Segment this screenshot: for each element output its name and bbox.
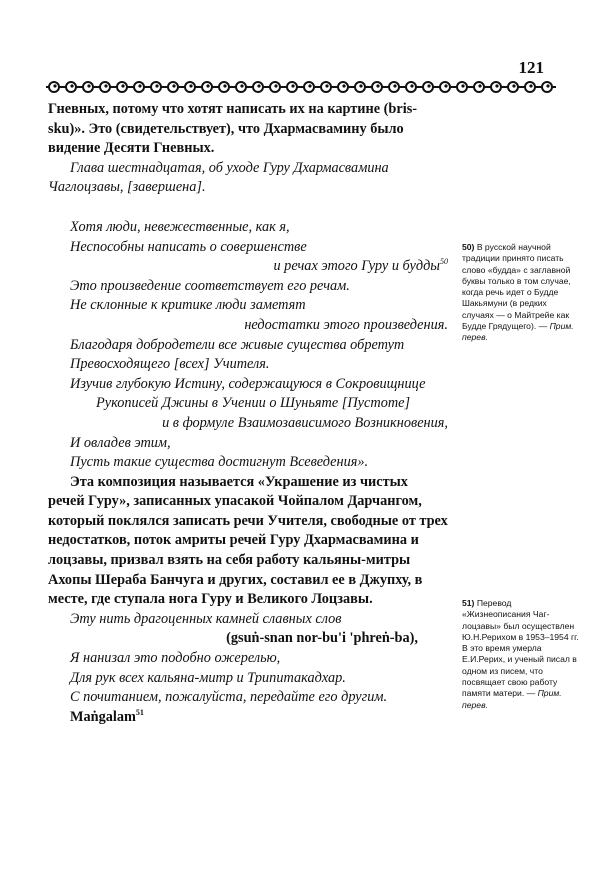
- verse-line: С почитанием, пожалуйста, передайте его другим.: [70, 689, 388, 706]
- ornament-dot: [53, 84, 56, 87]
- chapter-end-note: Глава шестнадцатая, об уходе Гуру Дхармасвамина Чаглоцзавы, [завершена].: [48, 159, 389, 196]
- footnote-51-number: 51): [462, 598, 475, 608]
- ornament-dot: [342, 84, 345, 87]
- ornament-dot: [427, 84, 430, 87]
- ornament-dot: [172, 84, 175, 87]
- ornament-dot: [206, 84, 209, 87]
- ornament-dot: [274, 84, 277, 87]
- ornament-dot: [138, 84, 141, 87]
- verse-line: и речах этого Гуру и будды$^{50}$: [273, 257, 448, 275]
- ornament-dot: [376, 84, 379, 87]
- ornament-dot: [461, 84, 464, 87]
- ornament-dot: [512, 84, 515, 87]
- ornament-dot: [240, 84, 243, 87]
- footnote-51: [462, 598, 580, 711]
- verse-line: Maṅgalam$^{51}$: [70, 708, 144, 725]
- ornament-dot: [87, 84, 90, 87]
- footnote-50-tail: Прим. перев.: [462, 321, 574, 343]
- verse-line: И овладев этим,: [70, 434, 171, 451]
- verse-line: Превосходящего [всех] Учителя.: [70, 356, 270, 373]
- footnote-51-text: Перевод «Жизнеописания Чаг-лоцзавы» был осуществлен Ю.Н.Рерихом в 1953–1954 гг. В это время умерла Е.И.Рерих, и ученый писал в одном из писем, что посвящает свою работу памяти матери. —: [462, 598, 579, 699]
- ornament-dot: [308, 84, 311, 87]
- ornament-dot: [291, 84, 294, 87]
- verse-line: Пусть такие существа достигнут Всеведения».: [70, 454, 369, 471]
- ornament-dot: [189, 84, 192, 87]
- page-number: 121: [518, 58, 544, 77]
- verse-line: Хотя люди, невежественные, как я,: [70, 218, 290, 235]
- ornament-dot: [478, 84, 481, 87]
- verse-line: Изучив глубокую Истину, содержащуюся в Сокровищнице: [70, 375, 426, 392]
- ornament-dot: [257, 84, 260, 87]
- footnote-ref-51[interactable]: 51: [135, 708, 144, 718]
- footnote-ref-50[interactable]: 50: [440, 257, 448, 267]
- verse-line: Благодаря добродетели все живые существа обретут: [70, 336, 405, 353]
- verse-line: Для рук всех кальяна-митр и Трипитакадхар.: [70, 669, 346, 686]
- footnote-50: [462, 242, 580, 344]
- footnote-51-tail: Прим. перев.: [462, 688, 562, 710]
- ornament-dot: [121, 84, 124, 87]
- ornament-dot: [546, 84, 549, 87]
- verse-line: Эту нить драгоценных камней славных слов: [70, 610, 342, 627]
- paragraph-1: Гневных, потому что хотят написать их на картине (bris-sku)». Это (свидетельствует), что Дхармасвамину было видение Десяти Гневных.: [48, 101, 418, 157]
- verse-line: Это произведение соответствует его речам.: [70, 277, 350, 294]
- ornament-dot: [104, 84, 107, 87]
- tibetan-title: (gsuṅ-snan nor-bu'i 'phreṅ-ba),: [226, 630, 418, 647]
- verse-line: недостатки этого произведения.: [244, 316, 448, 333]
- verse-1: [48, 218, 448, 473]
- footnote-50-number: 50): [462, 242, 475, 252]
- ornament-dot: [325, 84, 328, 87]
- verse-line: Рукописей Джины в Учении о Шуньяте [Пустоте]: [96, 395, 411, 412]
- verse-line: Неспособны написать о совершенстве: [70, 238, 307, 255]
- verse-line: и в формуле Взаимозависимого Возникновения,: [162, 414, 448, 431]
- ornamental-border: [46, 80, 556, 94]
- ornament-dot: [529, 84, 532, 87]
- verse-line: Я нанизал это подобно ожерелью,: [70, 650, 281, 667]
- paragraph-colophon: Эта композиция называется «Украшение из чистых речей Гуру», записанных упасакой Чойпалом Дарчангом, который поклялся записать речи Учителя, свободные от трех недостатков, поток амриты речей Гуру Дхармасвамина и лоцзавы, призвал взять на себя работу кальяны-митры Ахопы Шераба Банчуга и других, составил ее в Джупху, в месте, где ступала нога Гуру и Великого Лоцзавы.: [48, 473, 448, 608]
- ornament-dot: [359, 84, 362, 87]
- ornament-dot: [393, 84, 396, 87]
- ornament-dot: [410, 84, 413, 87]
- main-text: [48, 100, 448, 727]
- ornament-dot: [70, 84, 73, 87]
- verse-line: Не склонные к критике люди заметят: [70, 297, 306, 314]
- ornament-dot: [495, 84, 498, 87]
- footnote-50-text: В русской научной традиции принято писать слово «будда» с заглавной буквы только в том случае, когда речь идет о Будде Шакьямуни (в редких случаях — о Майтрейе как Будде Грядущего). —: [462, 242, 571, 332]
- ornament-dot: [223, 84, 226, 87]
- ornament-dot: [155, 84, 158, 87]
- ornament-dot: [444, 84, 447, 87]
- verse-2: [48, 610, 448, 728]
